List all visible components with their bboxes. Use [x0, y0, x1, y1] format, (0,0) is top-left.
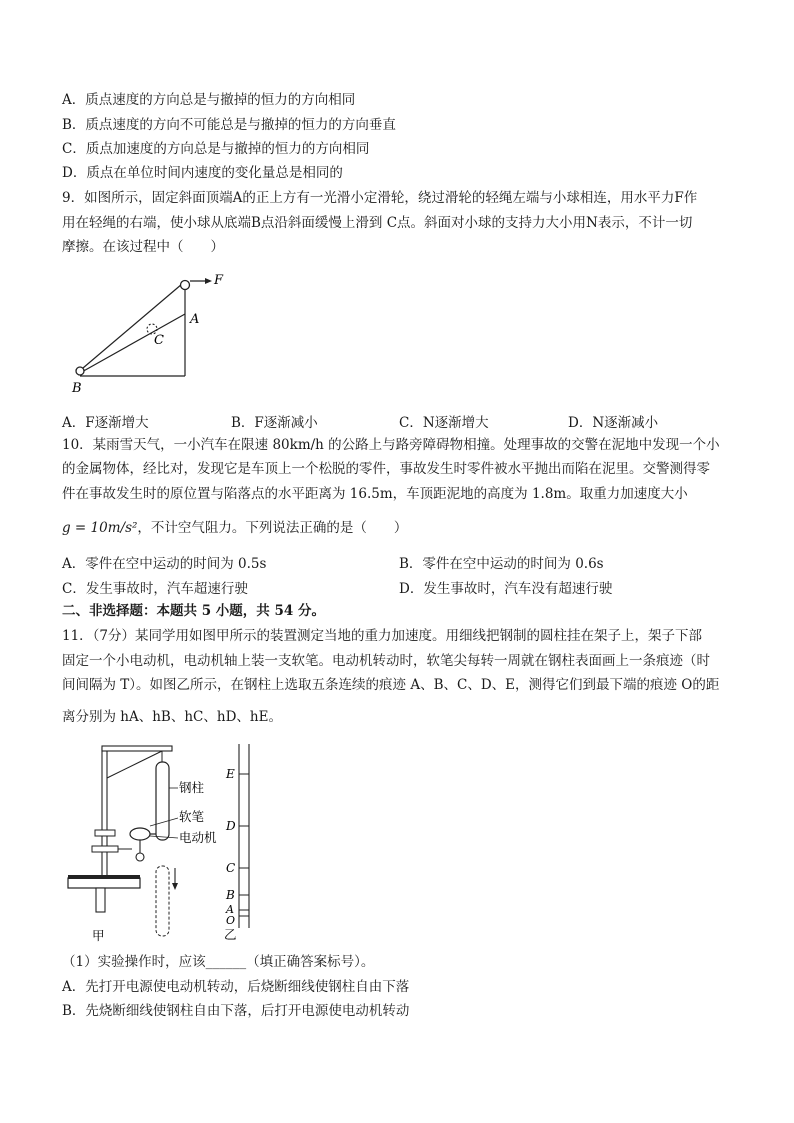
clamp-lower — [92, 846, 118, 852]
q8-option-a: A．质点速度的方向总是与撤掉的恒力的方向相同 — [62, 92, 356, 108]
q11-stem-line2: 固定一个小电动机，电动机轴上装一支软笔。电动机转动时，软笔尖每转一周就在钢柱表面画上一条痕迹（时 — [62, 653, 710, 669]
q11-option-b: B．先烧断细线使钢柱自由下落，后打开电源使电动机转动 — [62, 1003, 410, 1019]
pulley — [181, 281, 190, 290]
base-top-edge — [68, 875, 140, 879]
label-trace-c: C — [226, 861, 236, 875]
label-f: F — [214, 273, 224, 288]
q11-stem-line3: 间间隔为 T）。如图乙所示，在钢柱上选取五条连续的痕迹 A、B、C、D、E，测得它们到最下端的痕迹 O的距 — [62, 677, 720, 693]
q11-sub1: （1）实验操作时，应该______（填正确答案标号）。 — [62, 954, 375, 970]
q11-apparatus-figure — [62, 738, 232, 946]
label-c: C — [154, 333, 164, 348]
q9-option-a: A．F逐渐增大 — [62, 415, 149, 431]
label-trace-a: A — [226, 903, 234, 916]
q8-option-b: B．质点速度的方向不可能总是与撤掉的恒力的方向垂直 — [62, 117, 396, 133]
falling-cylinder-dashed — [156, 866, 169, 936]
label-trace-d: D — [226, 819, 236, 833]
label-trace-e: E — [226, 767, 235, 781]
q10-option-c: C．发生事故时，汽车超速行驶 — [62, 581, 248, 597]
section2-heading: 二、非选择题：本题共 5 小题，共 54 分。 — [62, 603, 325, 619]
q10-option-d: D．发生事故时，汽车没有超速行驶 — [399, 581, 613, 597]
base-stand — [96, 888, 105, 912]
frame-brace — [107, 751, 162, 778]
label-trace-b: B — [226, 888, 235, 902]
q11-stem-line1: 11．（7分）某同学用如图甲所示的装置测定当地的重力加速度。用细线把钢制的圆柱挂在架子上，架子下部 — [62, 628, 703, 644]
q10-stem-line4-text: ，不计空气阻力。下列说法正确的是（ ） — [137, 520, 408, 536]
q11-stem-line4: 离分别为 hA、hB、hC、hD、hE。 — [62, 709, 282, 725]
q9-stem-line2: 用在轻绳的右端，使小球从底端B点沿斜面缓慢上滑到 C点。斜面对小球的支持力大小用N表示，不计一切 — [62, 215, 693, 231]
rope — [83, 284, 182, 368]
ball-b — [76, 367, 84, 375]
q11-option-a: A．先打开电源使电动机转动，后烧断细线使钢柱自由下落 — [62, 979, 410, 995]
frame-top-bar — [102, 746, 172, 751]
clamp-upper — [95, 830, 115, 836]
figure-yi-caption: 乙 — [224, 927, 237, 942]
force-arrowhead — [205, 278, 212, 284]
q10-option-a: A．零件在空中运动的时间为 0.5s — [62, 556, 267, 572]
fall-arrowhead — [172, 883, 178, 890]
q10-option-b: B．零件在空中运动的时间为 0.6s — [399, 556, 604, 572]
q10-stem-line1: 10．某雨雪天气，一小汽车在限速 80km/h 的公路上与路旁障碍物相撞。处理事故的交警在泥地中发现一个小 — [62, 437, 720, 453]
q8-option-c: C．质点加速度的方向总是与撤掉的恒力的方向相同 — [62, 141, 370, 157]
q9-option-b: B．F逐渐减小 — [231, 415, 318, 431]
q9-option-d: D．N逐渐减小 — [568, 415, 659, 431]
base-plate — [68, 878, 140, 888]
frame-left-upright — [102, 748, 107, 878]
motor-knob — [136, 853, 144, 861]
q10-stem-line2: 的金属物体，经比对，发现它是车顶上一个松脱的零件，事故发生时零件被水平抛出而陷在泥里。交警测得零 — [62, 461, 710, 477]
label-motor: 电动机 — [179, 830, 217, 845]
label-b: B — [72, 381, 82, 396]
label-soft-pen: 软笔 — [179, 809, 205, 824]
q11-traces-figure — [218, 738, 268, 946]
incline-surface — [80, 314, 185, 373]
q10-stem-line4 — [62, 518, 407, 538]
figure-jia-caption: 甲 — [92, 928, 105, 943]
q9-stem-line3: 摩擦。在该过程中（ ） — [62, 239, 224, 255]
q9-option-c: C．N逐渐增大 — [399, 415, 489, 431]
steel-cylinder — [156, 762, 169, 840]
q10-stem-line3: 件在事故发生时的原位置与陷落点的水平距离为 16.5m，车顶距泥地的高度为 1.8m。取重力加速度大小 — [62, 486, 688, 502]
label-a: A — [190, 312, 200, 327]
q9-stem-line1: 9．如图所示，固定斜面顶端A的正上方有一光滑小定滑轮，绕过滑轮的轻绳左端与小球相连，用水平力F作 — [62, 190, 698, 206]
label-trace-o: O — [226, 914, 236, 927]
q8-option-d: D．质点在单位时间内速度的变化量总是相同的 — [62, 165, 343, 181]
q9-incline-figure — [66, 268, 246, 396]
gravity-formula: g = 10m/s² — [62, 520, 138, 536]
label-steel-cylinder: 钢柱 — [179, 780, 205, 795]
motor — [130, 828, 150, 840]
